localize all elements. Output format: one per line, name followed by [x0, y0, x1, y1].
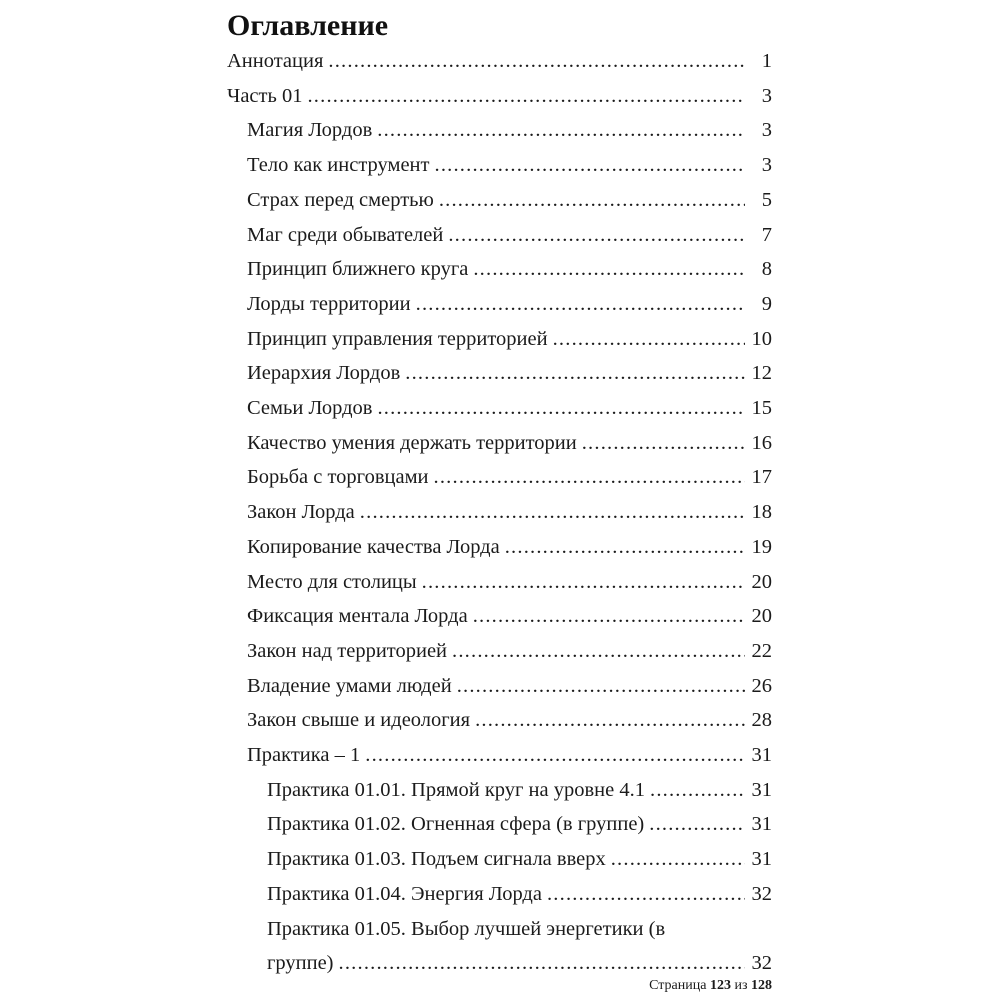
page-title: Оглавление	[227, 9, 389, 42]
toc-entry	[227, 252, 772, 287]
toc-page-number: 16	[751, 431, 772, 454]
toc-page-number: 32	[751, 952, 772, 975]
toc-entry-title: Практика 01.02. Огненная сфера (в группе)	[267, 813, 645, 836]
toc-leader-dots	[650, 773, 745, 808]
toc-entry	[227, 218, 772, 253]
toc-entry-title: Маг среди обывателей	[247, 223, 444, 246]
toc-leader-dots	[649, 807, 745, 842]
document-page	[227, 8, 772, 981]
toc-entry-title: Копирование качества Лорда	[247, 535, 500, 558]
toc-entry	[227, 565, 772, 600]
toc-entry-title: Владение умами людей	[247, 674, 452, 697]
toc-entry	[227, 599, 772, 634]
toc-entry-title: Тело как инструмент	[247, 154, 430, 177]
toc-page-number: 3	[761, 119, 772, 142]
toc-entry	[227, 634, 772, 669]
toc-entry	[227, 807, 772, 842]
toc-entry	[227, 669, 772, 704]
toc-page-number: 15	[751, 397, 772, 420]
toc-entry-title: Часть 01	[227, 84, 303, 107]
toc-entry	[227, 773, 772, 808]
toc-leader-dots	[582, 426, 745, 461]
toc-entry	[227, 391, 772, 426]
toc-entry-title: Фиксация ментала Лорда	[247, 605, 468, 628]
toc-entry	[227, 287, 772, 322]
toc-entry	[227, 703, 772, 738]
toc-leader-dots	[435, 148, 746, 183]
toc-entry	[227, 183, 772, 218]
toc-page-number: 19	[751, 535, 772, 558]
toc-entry-title: Практика 01.03. Подъем сигнала вверх	[267, 848, 606, 871]
toc-page-number: 31	[751, 813, 772, 836]
toc-page-number: 1	[761, 50, 772, 72]
toc-entry-title: Качество умения держать территории	[247, 431, 577, 454]
toc-entry-title: Закон Лорда	[247, 501, 355, 524]
toc-entry	[227, 530, 772, 565]
toc-leader-dots	[434, 460, 745, 495]
toc-list	[227, 44, 772, 981]
toc-entry	[227, 495, 772, 530]
toc-leader-dots	[611, 842, 745, 877]
toc-entry	[227, 877, 772, 912]
toc-leader-dots	[473, 252, 745, 287]
toc-entry-title: Страх перед смертью	[247, 188, 434, 211]
toc-page-number: 32	[751, 882, 772, 905]
toc-page-number: 12	[751, 362, 772, 385]
toc-leader-dots	[553, 322, 745, 357]
toc-page-number: 3	[761, 84, 772, 107]
toc-page-number: 28	[751, 709, 772, 732]
toc-entry	[227, 460, 772, 495]
toc-leader-dots	[475, 703, 745, 738]
toc-entry-title: Аннотация	[227, 50, 324, 72]
toc-entry-title: Практика 01.01. Прямой круг на уровне 4.1	[267, 778, 645, 801]
toc-page-number: 17	[751, 466, 772, 489]
toc-leader-dots	[377, 391, 745, 426]
toc-entry-title: Принцип управления территорией	[247, 327, 548, 350]
toc-page-number: 20	[751, 570, 772, 593]
toc-entry-title: Магия Лордов	[247, 119, 373, 142]
toc-page-number: 20	[751, 605, 772, 628]
toc-page-number: 8	[761, 258, 772, 281]
toc-leader-dots	[328, 44, 745, 79]
toc-entry	[227, 356, 772, 391]
toc-entry-title: Закон над территорией	[247, 639, 448, 662]
toc-entry	[227, 842, 772, 877]
toc-leader-dots	[377, 113, 745, 148]
toc-entry-title: Практика 01.04. Энергия Лорда	[267, 882, 542, 905]
toc-entry-title: группе)	[267, 952, 334, 975]
toc-page-number: 9	[761, 292, 772, 315]
toc-leader-dots	[405, 356, 745, 391]
toc-entry	[227, 946, 772, 981]
toc-leader-dots	[505, 530, 745, 565]
toc-leader-dots	[339, 946, 745, 981]
toc-entry-title: Борьба с торговцами	[247, 466, 429, 489]
toc-leader-dots	[547, 877, 745, 912]
toc-entry	[227, 44, 772, 79]
toc-page-number: 10	[751, 327, 772, 350]
toc-page-number: 31	[751, 848, 772, 871]
toc-leader-dots	[457, 669, 745, 704]
toc-entry-title: Лорды территории	[247, 292, 411, 315]
toc-page-number: 5	[761, 188, 772, 211]
toc-entry	[227, 912, 772, 947]
toc-leader-dots	[439, 183, 745, 218]
toc-page-number: 22	[751, 639, 772, 662]
page-footer	[649, 978, 772, 994]
toc-page-number: 7	[761, 223, 772, 246]
toc-page-number: 31	[751, 744, 772, 767]
toc-entry-title: Принцип ближнего круга	[247, 258, 469, 281]
toc-page-number: 26	[751, 674, 772, 697]
toc-leader-dots	[307, 79, 745, 114]
toc-entry-title: Закон свыше и идеология	[247, 709, 471, 732]
toc-entry	[227, 79, 772, 114]
footer-separator: из	[734, 978, 748, 993]
toc-entry-title: Практика – 1	[247, 744, 361, 767]
toc-leader-dots	[473, 599, 745, 634]
toc-entry-title: Место для столицы	[247, 570, 417, 593]
toc-entry	[227, 322, 772, 357]
toc-leader-dots	[365, 738, 745, 773]
footer-label: Страница	[649, 978, 707, 993]
toc-leader-dots	[448, 218, 745, 253]
footer-total-pages: 128	[751, 978, 772, 993]
toc-leader-dots	[416, 287, 745, 322]
footer-current-page: 123	[709, 978, 731, 993]
toc-page-number: 18	[751, 501, 772, 524]
toc-page-number: 3	[761, 154, 772, 177]
toc-entry-title: Семьи Лордов	[247, 397, 373, 420]
toc-entry-title: Практика 01.05. Выбор лучшей энергетики (в	[267, 917, 666, 940]
toc-entry	[227, 426, 772, 461]
toc-leader-dots	[360, 495, 745, 530]
toc-entry	[227, 738, 772, 773]
toc-leader-dots	[452, 634, 745, 669]
toc-entry	[227, 148, 772, 183]
toc-entry	[227, 113, 772, 148]
toc-page-number: 31	[751, 778, 772, 801]
toc-leader-dots	[422, 565, 745, 600]
toc-entry-title: Иерархия Лордов	[247, 362, 401, 385]
